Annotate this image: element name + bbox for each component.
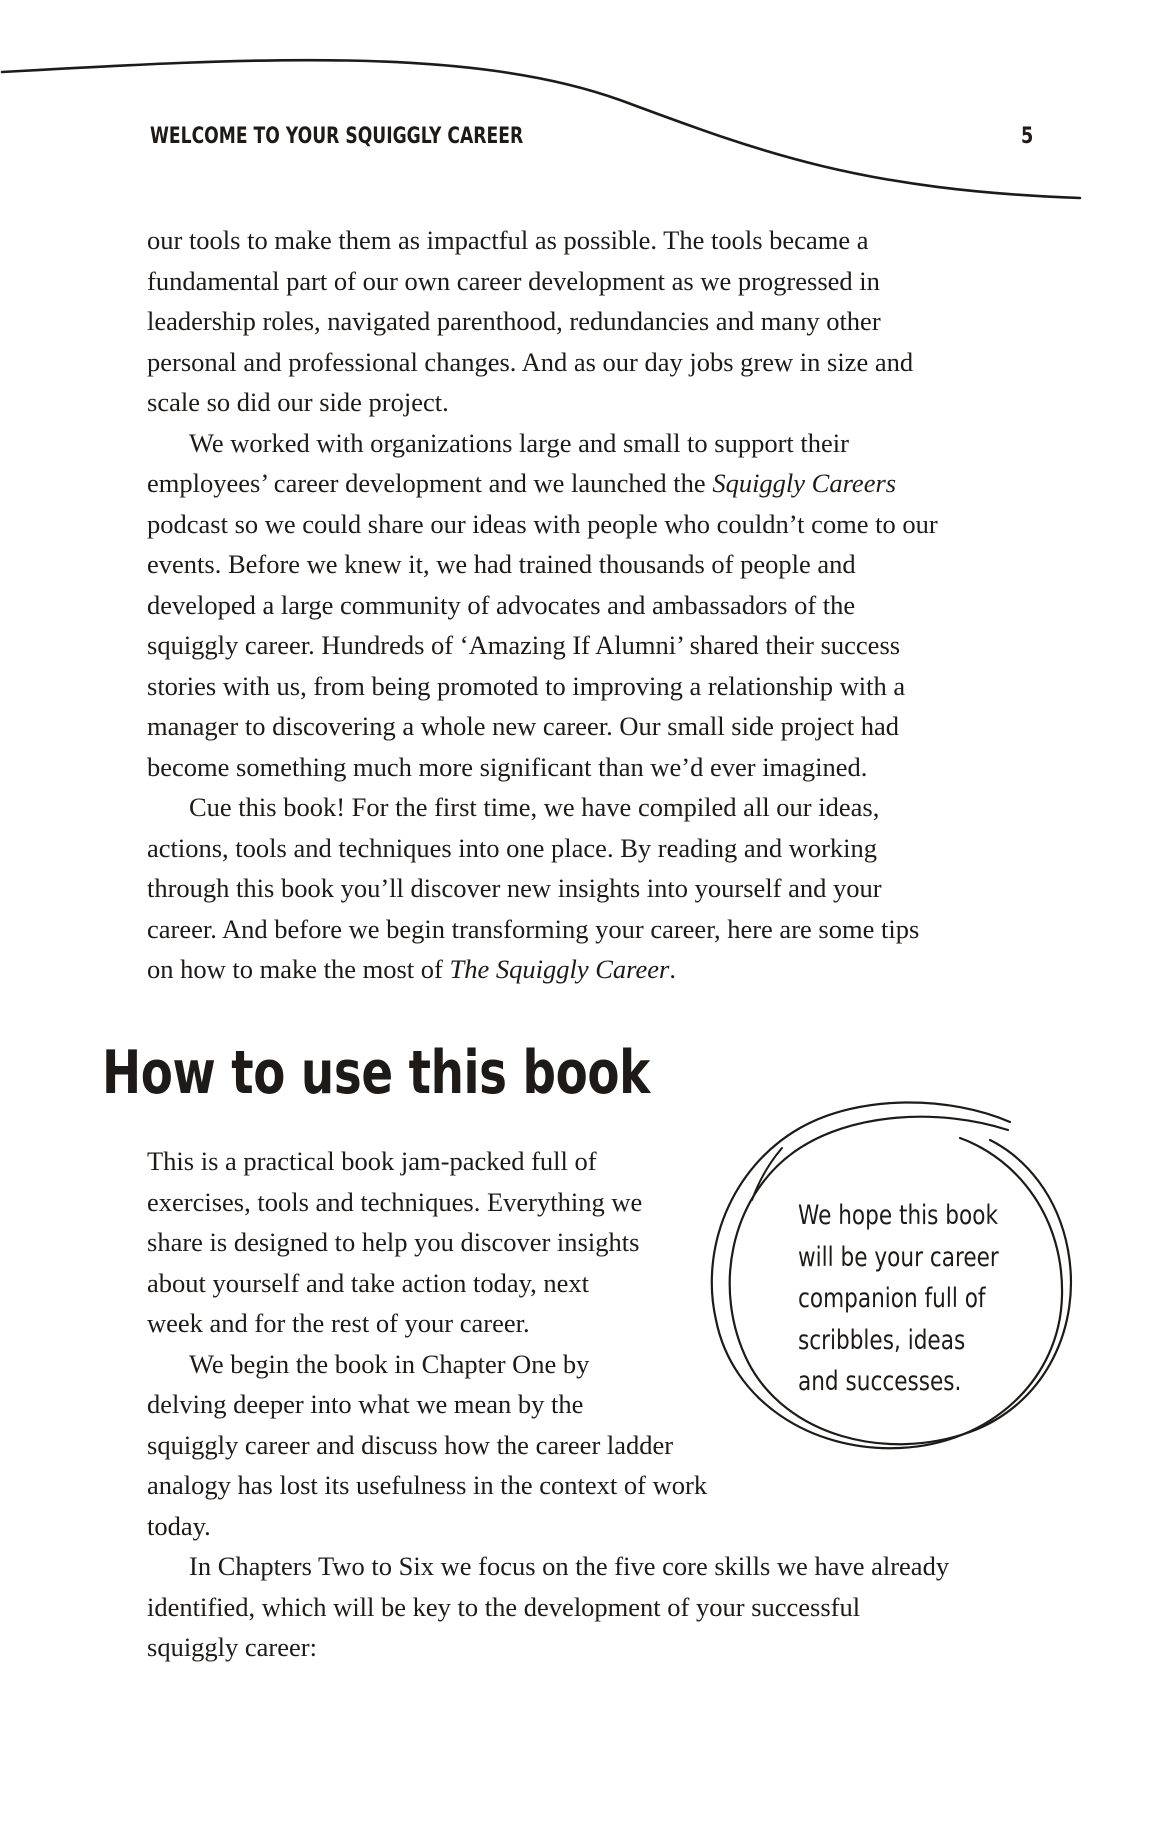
text-line: identified, which will be key to the development of your successful (147, 1591, 861, 1622)
text-line: squiggly career: (147, 1632, 317, 1662)
callout-line: companion full of (798, 1283, 986, 1314)
text-span: . (669, 954, 676, 984)
text-line: delving deeper into what we mean by the (147, 1389, 584, 1419)
text-line: fundamental part of our own career development as we progressed in (147, 265, 880, 296)
callout-quote (798, 1195, 1022, 1403)
text-line: stories with us, from being promoted to improving a relationship with a (147, 670, 906, 701)
text-span: employees’ career development and we launched the (147, 468, 713, 498)
text-line: developed a large community of advocates and ambassadors of the (147, 589, 856, 620)
callout-line: and successes. (798, 1366, 962, 1397)
text-line: manager to discovering a whole new career. Our small side project had (147, 711, 900, 741)
book-title: The Squiggly Career (449, 954, 670, 984)
text-line: We worked with organizations large and small to support their (189, 427, 849, 458)
text-line: share is designed to help you discover insights (147, 1227, 640, 1257)
page-number: 5 (1021, 124, 1034, 149)
text-line: We begin the book in Chapter One by (189, 1348, 590, 1379)
text-line: personal and professional changes. And as our day jobs grew in size and (147, 346, 914, 377)
podcast-title: Squiggly Careers (712, 468, 897, 498)
callout-line: scribbles, ideas (798, 1324, 966, 1356)
text-line: leadership roles, navigated parenthood, redundancies and many other (147, 306, 881, 336)
text-line: our tools to make them as impactful as possible. The tools became a (147, 225, 869, 255)
text-line: week and for the rest of your career. (147, 1308, 530, 1338)
text-line: podcast so we could share our ideas with people who couldn’t come to our (147, 508, 938, 539)
running-title: WELCOME TO YOUR SQUIGGLY CAREER (150, 124, 524, 149)
text-line: about yourself and take action today, next (147, 1267, 590, 1298)
text-line: In Chapters Two to Six we focus on the five core skills we have already (189, 1551, 950, 1581)
text-line: become something much more significant than we’d ever imagined. (147, 751, 868, 782)
intro-text (147, 220, 1052, 990)
text-line: squiggly career. Hundreds of ‘Amazing If Alumni’ shared their success (147, 630, 901, 660)
text-line: actions, tools and techniques into one place. By reading and working (147, 832, 878, 863)
text-line: scale so did our side project. (147, 387, 449, 417)
text-line: This is a practical book jam-packed full of (147, 1146, 597, 1176)
text-line: career. And before we begin transforming your career, here are some tips (147, 913, 920, 944)
text-line (147, 463, 1052, 504)
text-line: events. Before we knew it, we had trained thousands of people and (147, 549, 856, 579)
text-line (147, 949, 1052, 990)
text-line: squiggly career and discuss how the career ladder (147, 1429, 674, 1460)
text-line: analogy has lost its usefulness in the context of work (147, 1470, 708, 1500)
text-span: on how to make the most of (147, 954, 450, 984)
callout-line: will be your career (798, 1241, 999, 1273)
section-heading: How to use this book (102, 1038, 650, 1108)
text-line: exercises, tools and techniques. Everything we (147, 1186, 643, 1217)
text-line: Cue this book! For the first time, we have compiled all our ideas, (189, 792, 880, 822)
text-line: today. (147, 1510, 211, 1541)
callout-line: We hope this book (798, 1200, 998, 1231)
text-line: through this book you’ll discover new insights into yourself and your (147, 873, 882, 903)
